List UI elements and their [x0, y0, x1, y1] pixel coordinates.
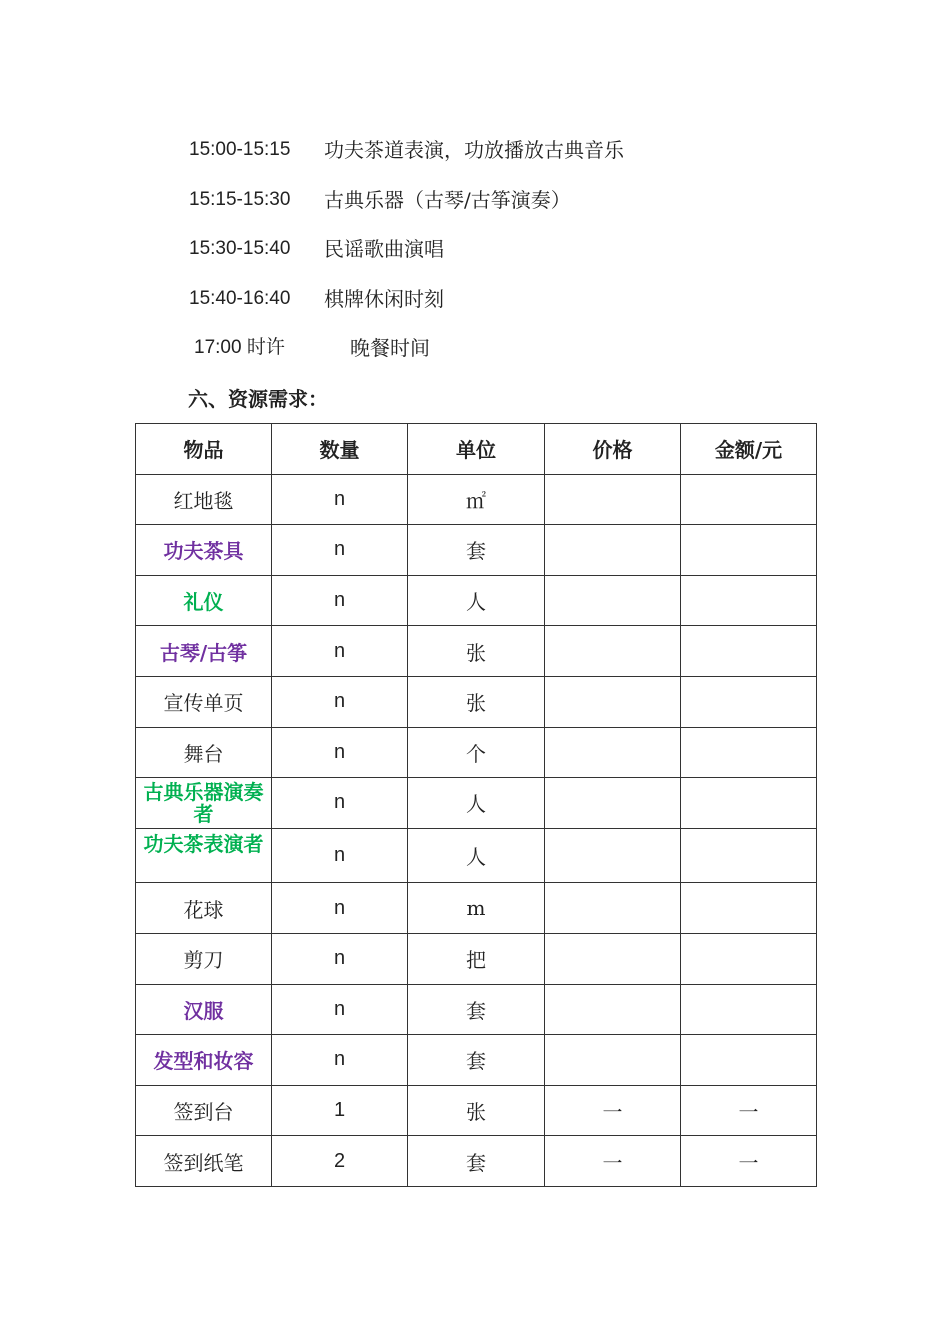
table-header-row — [136, 424, 817, 475]
table-row — [136, 883, 817, 934]
cell-item: 汉服 — [136, 984, 272, 1035]
schedule-description: 晚餐时间 — [350, 336, 430, 360]
cell-item: 舞台 — [136, 727, 272, 778]
cell-unit: 套 — [408, 1035, 545, 1086]
schedule-description: 功夫茶道表演，功放播放古典音乐 — [324, 138, 624, 162]
cell-quantity: n — [272, 883, 408, 934]
cell-amount: 一 — [681, 1136, 817, 1187]
cell-price — [545, 933, 681, 984]
cell-quantity: n — [272, 828, 408, 883]
cell-item: 剪刀 — [136, 933, 272, 984]
table-row — [136, 474, 817, 525]
table-row — [136, 828, 817, 883]
cell-unit: 套 — [408, 984, 545, 1035]
schedule-time: 15:40-16:40 — [189, 288, 291, 309]
header-price: 价格 — [545, 424, 681, 475]
cell-item: 古琴/古筝 — [136, 626, 272, 677]
schedule-time: 15:00-15:15 — [189, 139, 291, 160]
cell-unit: 个 — [408, 727, 545, 778]
cell-item: 签到台 — [136, 1085, 272, 1136]
cell-unit: 张 — [408, 626, 545, 677]
cell-amount — [681, 474, 817, 525]
cell-price — [545, 676, 681, 727]
cell-unit: 张 — [408, 676, 545, 727]
table-row — [136, 626, 817, 677]
cell-quantity: n — [272, 778, 408, 829]
cell-quantity: 2 — [272, 1136, 408, 1187]
cell-amount — [681, 676, 817, 727]
schedule-description: 棋牌休闲时刻 — [324, 287, 444, 311]
cell-quantity: n — [272, 984, 408, 1035]
header-item: 物品 — [136, 424, 272, 475]
section-heading: 六、资源需求： — [188, 387, 328, 411]
cell-price — [545, 474, 681, 525]
table-row — [136, 525, 817, 576]
cell-amount — [681, 1035, 817, 1086]
cell-quantity: n — [272, 575, 408, 626]
header-unit: 单位 — [408, 424, 545, 475]
header-quantity: 数量 — [272, 424, 408, 475]
table-row — [136, 1085, 817, 1136]
table-row — [136, 676, 817, 727]
cell-unit: 套 — [408, 525, 545, 576]
cell-unit: 人 — [408, 778, 545, 829]
cell-amount — [681, 933, 817, 984]
cell-price — [545, 575, 681, 626]
cell-quantity: 1 — [272, 1085, 408, 1136]
cell-amount — [681, 883, 817, 934]
cell-item: 花球 — [136, 883, 272, 934]
cell-quantity: n — [272, 1035, 408, 1086]
cell-price — [545, 828, 681, 883]
cell-amount — [681, 626, 817, 677]
cell-amount — [681, 984, 817, 1035]
cell-item: 功夫茶表演者 — [136, 828, 272, 883]
cell-quantity: n — [272, 676, 408, 727]
cell-amount — [681, 525, 817, 576]
cell-unit: 套 — [408, 1136, 545, 1187]
cell-item: 红地毯 — [136, 474, 272, 525]
cell-unit: 张 — [408, 1085, 545, 1136]
cell-unit: 人 — [408, 575, 545, 626]
table-row — [136, 1136, 817, 1187]
table-row — [136, 575, 817, 626]
schedule-description: 古典乐器（古琴/古筝演奏） — [324, 188, 571, 212]
cell-unit: 把 — [408, 933, 545, 984]
table-row — [136, 933, 817, 984]
cell-amount — [681, 575, 817, 626]
cell-unit: ㎡ — [408, 474, 545, 525]
resource-table — [135, 423, 817, 1187]
cell-price — [545, 1035, 681, 1086]
cell-item: 发型和妆容 — [136, 1035, 272, 1086]
cell-price — [545, 525, 681, 576]
cell-quantity: n — [272, 727, 408, 778]
table-row — [136, 778, 817, 829]
cell-quantity: n — [272, 525, 408, 576]
cell-item: 功夫茶具 — [136, 525, 272, 576]
cell-unit: 人 — [408, 828, 545, 883]
table-row — [136, 1035, 817, 1086]
cell-price: 一 — [545, 1085, 681, 1136]
cell-quantity: n — [272, 626, 408, 677]
schedule-time: 17:00 时许 — [194, 337, 285, 358]
cell-amount — [681, 828, 817, 883]
schedule-time: 15:15-15:30 — [189, 189, 291, 210]
schedule-time: 15:30-15:40 — [189, 238, 291, 259]
cell-item: 礼仪 — [136, 575, 272, 626]
header-amount: 金额/元 — [681, 424, 817, 475]
cell-price — [545, 984, 681, 1035]
cell-amount — [681, 778, 817, 829]
cell-item: 古典乐器演奏者 — [136, 778, 272, 829]
schedule-description: 民谣歌曲演唱 — [324, 237, 444, 261]
cell-amount: 一 — [681, 1085, 817, 1136]
cell-quantity: n — [272, 474, 408, 525]
cell-price — [545, 883, 681, 934]
cell-unit: m — [408, 883, 545, 934]
cell-price: 一 — [545, 1136, 681, 1187]
cell-price — [545, 778, 681, 829]
cell-price — [545, 626, 681, 677]
cell-price — [545, 727, 681, 778]
cell-amount — [681, 727, 817, 778]
cell-quantity: n — [272, 933, 408, 984]
table-body — [136, 474, 817, 1186]
table-row — [136, 727, 817, 778]
cell-item: 签到纸笔 — [136, 1136, 272, 1187]
table-row — [136, 984, 817, 1035]
cell-item: 宣传单页 — [136, 676, 272, 727]
